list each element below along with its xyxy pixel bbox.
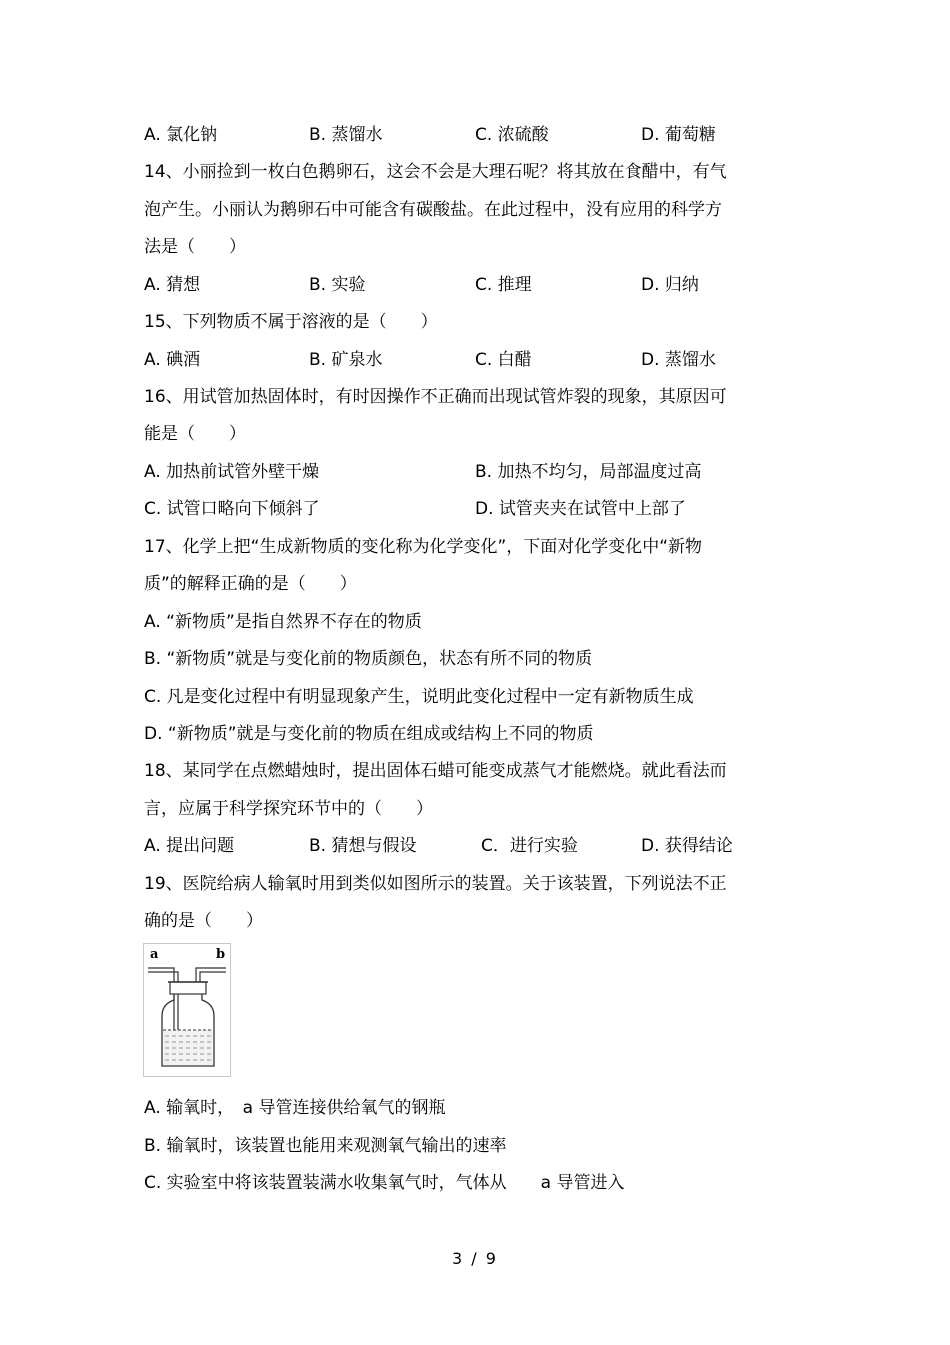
figure-label-b: b	[216, 947, 226, 962]
q17-stem-line-1: 17、化学上把“生成新物质的变化称为化学变化”，下面对化学变化中“新物	[144, 537, 703, 557]
q14-stem-line-1: 14、小丽捡到一枚白色鹅卵石，这会不会是大理石呢？将其放在食醋中，有气	[144, 162, 727, 182]
q13-option-a: A. 氯化钠	[144, 125, 218, 145]
q13-option-d: D. 葡萄糖	[641, 125, 716, 145]
q18-option-c: C．进行实验	[481, 836, 578, 856]
q19-stem-line-2: 确的是（ ）	[144, 911, 263, 931]
q16-option-b: B. 加热不均匀，局部温度过高	[475, 462, 702, 482]
q16-stem-line-2: 能是（ ）	[144, 424, 246, 444]
q15-option-b: B. 矿泉水	[309, 350, 383, 370]
q16-stem-line-1: 16、用试管加热固体时，有时因操作不正确而出现试管炸裂的现象，其原因可	[144, 387, 727, 407]
q15-option-a: A. 碘酒	[144, 350, 201, 370]
q14-option-a: A. 猜想	[144, 275, 201, 295]
q18-option-a: A. 提出问题	[144, 836, 235, 856]
figure-label-a: a	[150, 947, 159, 962]
q13-option-c: C. 浓硫酸	[475, 125, 549, 145]
q14-option-d: D. 归纳	[641, 275, 699, 295]
gas-washing-bottle-figure	[143, 943, 231, 1077]
q14-stem-line-2: 泡产生。小丽认为鹅卵石中可能含有碳酸盐。在此过程中，没有应用的科学方	[144, 200, 722, 220]
q19-option-b: B. 输氧时，该装置也能用来观测氧气输出的速率	[144, 1136, 507, 1156]
q18-stem-line-2: 言，应属于科学探究环节中的（ ）	[144, 799, 433, 819]
q17-stem-line-2: 质”的解释正确的是（ ）	[144, 574, 357, 594]
q19-option-c: C. 实验室中将该装置装满水收集氧气时，气体从 a 导管进入	[144, 1173, 625, 1193]
q13-option-b: B. 蒸馏水	[309, 125, 383, 145]
q16-option-a: A. 加热前试管外壁干燥	[144, 462, 320, 482]
q14-stem-line-3: 法是（ ）	[144, 237, 246, 257]
q15-option-c: C. 白醋	[475, 350, 532, 370]
q16-option-c: C. 试管口略向下倾斜了	[144, 499, 320, 519]
page-number: 3 / 9	[452, 1249, 498, 1268]
q18-option-b: B. 猜想与假设	[309, 836, 417, 856]
q16-option-d: D. 试管夹夹在试管中上部了	[475, 499, 686, 519]
q14-option-c: C. 推理	[475, 275, 532, 295]
q18-option-d: D. 获得结论	[641, 836, 733, 856]
q17-option-c: C. 凡是变化过程中有明显现象产生，说明此变化过程中一定有新物质生成	[144, 687, 694, 707]
q15-stem: 15、下列物质不属于溶液的是（ ）	[144, 312, 438, 332]
q19-stem-line-1: 19、医院给病人输氧时用到类似如图所示的装置。关于该装置，下列说法不正	[144, 874, 727, 894]
q15-option-d: D. 蒸馏水	[641, 350, 716, 370]
q14-option-b: B. 实验	[309, 275, 366, 295]
q18-stem-line-1: 18、某同学在点燃蜡烛时，提出固体石蜡可能变成蒸气才能燃烧。就此看法而	[144, 761, 727, 781]
bottle-drawing	[144, 944, 230, 1076]
q17-option-b: B. “新物质”就是与变化前的物质颜色，状态有所不同的物质	[144, 649, 593, 669]
q17-option-a: A. “新物质”是指自然界不存在的物质	[144, 612, 422, 632]
q19-option-a: A. 输氧时， a 导管连接供给氧气的钢瓶	[144, 1098, 446, 1118]
q17-option-d: D. “新物质”就是与变化前的物质在组成或结构上不同的物质	[144, 724, 594, 744]
